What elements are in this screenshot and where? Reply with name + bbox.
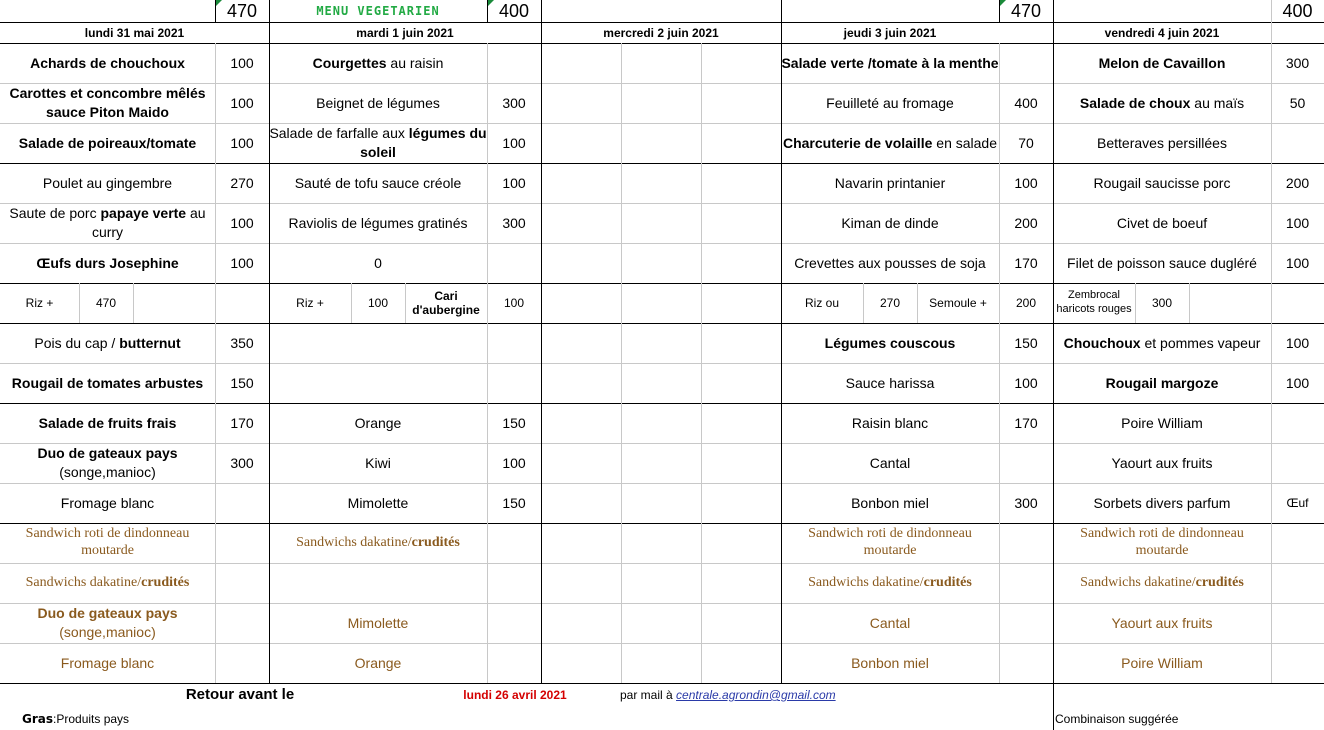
day-header-tue: mardi 1 juin 2021 xyxy=(356,25,454,40)
starch-tue-dish-qty: 100 xyxy=(503,295,525,310)
qty-tue-r10: 150 xyxy=(502,414,526,431)
dish-thu-r8: Légumes couscous xyxy=(824,334,956,351)
dish-mon-r9: Rougail de tomates arbustes xyxy=(11,374,204,391)
dish-fri-r4: Rougail saucisse porc xyxy=(1093,174,1231,191)
qty-thu-r8: 150 xyxy=(1014,334,1038,351)
starch-fri-label: Zembrocal haricots rouges xyxy=(1056,289,1132,315)
snack-thu-r16: Bonbon miel xyxy=(851,654,929,671)
header-count-tue: 400 xyxy=(498,0,530,21)
starch-mon-qty: 470 xyxy=(95,295,117,310)
dish-fri-r8-bold: Chouchoux xyxy=(1063,334,1141,351)
qty-fri-r10 xyxy=(1271,403,1324,443)
snack-mon-r13: Sandwich roti de dindonneau moutarde xyxy=(25,526,190,558)
dish-mon-r1: Achards de chouchoux xyxy=(30,54,185,71)
snack-mon-r14-a: Sandwichs dakatine/ xyxy=(25,574,142,590)
qty-tue-r4: 100 xyxy=(502,174,526,191)
qty-mon-r2: 100 xyxy=(230,94,254,111)
snack-tue-r16: Orange xyxy=(354,654,402,671)
snack-mon-r16: Fromage blanc xyxy=(60,654,155,671)
dish-mon-r5 xyxy=(0,203,215,243)
qty-tue-r11: 100 xyxy=(502,454,526,471)
dish-thu-r9: Sauce harissa xyxy=(845,374,935,391)
footer-mail xyxy=(620,684,860,706)
dish-mon-r8-a: Pois du cap / xyxy=(34,334,120,351)
qty-thu-r1 xyxy=(999,43,1053,83)
dish-tue-r3 xyxy=(269,123,487,163)
dessert-mon-r12: Fromage blanc xyxy=(60,494,155,511)
dish-thu-r5: Kiman de dinde xyxy=(841,214,939,231)
dish-fri-r9: Rougail margoze xyxy=(1105,374,1219,391)
dish-mon-r6: Œufs durs Josephine xyxy=(36,254,179,271)
dessert-thu-r11: Cantal xyxy=(869,454,911,471)
dessert-thu-r12: Bonbon miel xyxy=(851,494,929,511)
qty-thu-r9: 100 xyxy=(1014,374,1038,391)
qty-thu-r3: 70 xyxy=(1018,134,1034,151)
dish-thu-r6: Crevettes aux pousses de soja xyxy=(794,254,986,271)
qty-mon-r10: 170 xyxy=(230,414,254,431)
grid-line xyxy=(1189,283,1190,323)
dessert-mon-r10: Salade de fruits frais xyxy=(38,414,177,431)
snack-fri-r15: Yaourt aux fruits xyxy=(1111,614,1213,631)
qty-mon-r1: 100 xyxy=(230,54,254,71)
dessert-mon-r11 xyxy=(0,443,215,483)
starch-tue-label: Riz + xyxy=(296,295,324,310)
dish-tue-r5: Raviolis de légumes gratinés xyxy=(288,214,468,231)
dish-thu-r3-rest: en salade xyxy=(932,134,997,151)
qty-tue-r12: 150 xyxy=(502,494,526,511)
qty-fri-r11 xyxy=(1271,443,1324,483)
dish-mon-r8-bold: butternut xyxy=(119,334,181,351)
starch-fri-qty: 300 xyxy=(1151,295,1173,310)
dish-thu-r1: Salade verte /tomate à la menthe xyxy=(781,54,999,71)
dish-thu-r3 xyxy=(781,123,999,163)
footer-retour: Retour avant le xyxy=(185,685,295,703)
qty-tue-r3: 100 xyxy=(502,134,526,151)
dish-thu-r3-bold: Charcuterie de volaille xyxy=(782,134,933,151)
grid-line xyxy=(621,43,622,683)
dish-fri-r2-bold: Salade de choux xyxy=(1079,94,1191,111)
qty-mon-r3: 100 xyxy=(230,134,254,151)
starch-thu-label: Riz ou xyxy=(804,295,839,310)
dish-fri-r3: Betteraves persillées xyxy=(1097,134,1227,151)
dish-fri-r5: Civet de boeuf xyxy=(1116,214,1208,231)
dish-tue-r2: Beignet de légumes xyxy=(316,94,440,111)
qty-mon-r9: 150 xyxy=(230,374,254,391)
snack-thu-r14-bold: crudités xyxy=(923,574,972,590)
starch-tue-qty: 100 xyxy=(367,295,389,310)
dish-mon-r5-a: Saute de porc xyxy=(9,205,101,222)
dish-tue-r1 xyxy=(269,43,487,83)
dessert-tue-r10: Orange xyxy=(354,414,402,431)
qty-tue-r5: 300 xyxy=(502,214,526,231)
snack-fri-r16: Poire William xyxy=(1121,654,1203,671)
day-header-thu: jeudi 3 juin 2021 xyxy=(843,25,937,40)
qty-thu-r2: 400 xyxy=(1014,94,1038,111)
dessert-mon-r11-bold: Duo de gateaux pays xyxy=(37,445,178,462)
qty-fri-r6: 100 xyxy=(1285,254,1310,271)
snack-fri-r14-a: Sandwichs dakatine/ xyxy=(1080,574,1196,590)
snack-thu-r14 xyxy=(781,563,999,603)
qty-fri-r1: 300 xyxy=(1285,54,1310,71)
qty-thu-r11 xyxy=(999,443,1053,483)
qty-tue-r1 xyxy=(487,43,541,83)
qty-thu-r5: 200 xyxy=(1014,214,1038,231)
snack-tue-r13-bold: crudités xyxy=(411,534,460,550)
qty-fri-r4: 200 xyxy=(1285,174,1310,191)
header-count-mon: 470 xyxy=(226,0,258,21)
snack-fri-r14-bold: crudités xyxy=(1195,574,1244,590)
qty-tue-r2: 300 xyxy=(502,94,526,111)
snack-mon-r14 xyxy=(0,563,215,603)
dessert-mon-r11-rest: (songe,manioc) xyxy=(59,464,156,480)
snack-tue-r13 xyxy=(269,523,487,563)
starch-thu-qty2: 200 xyxy=(1015,295,1037,310)
snack-mon-r14-bold: crudités xyxy=(141,574,190,590)
starch-thu-qty: 270 xyxy=(879,295,901,310)
grid-line xyxy=(541,0,542,683)
qty-mon-r6: 100 xyxy=(230,254,254,271)
dessert-tue-r12: Mimolette xyxy=(347,494,409,511)
day-header-fri: vendredi 4 juin 2021 xyxy=(1104,25,1220,40)
qty-fri-r9: 100 xyxy=(1285,374,1310,391)
dish-thu-r4: Navarin printanier xyxy=(834,174,946,191)
qty-mon-r5: 100 xyxy=(230,214,254,231)
dish-thu-r2: Feuilleté au fromage xyxy=(826,94,954,111)
day-header-wed: mercredi 2 juin 2021 xyxy=(603,25,719,40)
qty-mon-r4: 270 xyxy=(230,174,254,191)
grid-line xyxy=(701,43,702,683)
dish-fri-r1: Melon de Cavaillon xyxy=(1098,54,1226,71)
footer-mail-prefix: par mail à xyxy=(620,687,673,702)
header-count-fri: 400 xyxy=(1282,0,1313,21)
qty-fri-r3 xyxy=(1271,123,1324,163)
grid-line xyxy=(133,283,134,323)
qty-thu-r4: 100 xyxy=(1014,174,1038,191)
snack-mon-r15-rest: (songe,manioc) xyxy=(59,624,156,640)
dish-fri-r2 xyxy=(1053,83,1271,123)
footer-combinaison: Combinaison suggérée xyxy=(1055,711,1179,726)
dessert-thu-r10: Raisin blanc xyxy=(851,414,929,431)
dish-mon-r8 xyxy=(0,323,215,363)
dessert-fri-r12: Sorbets divers parfum xyxy=(1093,494,1231,511)
qty-fri-r8: 100 xyxy=(1285,334,1310,351)
dish-tue-r6: 0 xyxy=(374,254,382,271)
starch-mon-label: Riz + xyxy=(25,295,54,310)
footer-gras-bold: Gras xyxy=(22,711,54,726)
day-header-mon: lundi 31 mai 2021 xyxy=(84,25,185,40)
dish-tue-r1-bold: Courgettes xyxy=(312,54,387,71)
snack-thu-r14-a: Sandwichs dakatine/ xyxy=(808,574,924,590)
dish-tue-r1-rest: au raisin xyxy=(386,54,444,71)
dish-fri-r2-rest: au maïs xyxy=(1190,94,1245,111)
footer-gras-note xyxy=(22,709,222,729)
dessert-fri-r10: Poire William xyxy=(1121,414,1203,431)
dish-fri-r8 xyxy=(1053,323,1271,363)
starch-thu-label2: Semoule + xyxy=(929,295,987,310)
dish-mon-r5-b: au curry xyxy=(91,205,206,240)
qty-mon-r12 xyxy=(215,483,269,523)
qty-fri-r12: Œuf xyxy=(1286,495,1309,510)
footer-gras-suffix: :Produits pays xyxy=(53,711,130,726)
menu-title: MENU VEGETARIEN xyxy=(316,3,440,18)
qty-mon-r8: 350 xyxy=(230,334,254,351)
dish-mon-r2: Carottes et concombre mêlés sauce Piton Maido xyxy=(9,85,206,120)
dish-mon-r4: Poulet au gingembre xyxy=(42,174,173,191)
email-link[interactable]: centrale.agrondin@gmail.com xyxy=(676,687,836,702)
footer-date: lundi 26 avril 2021 xyxy=(463,687,567,702)
qty-thu-r10: 170 xyxy=(1014,414,1038,431)
header-count-thu: 470 xyxy=(1010,0,1042,21)
dish-fri-r8-rest: et pommes vapeur xyxy=(1140,334,1261,351)
dish-mon-r5-bold: papaye verte xyxy=(100,205,187,222)
dessert-tue-r11: Kiwi xyxy=(365,454,391,471)
qty-thu-r12: 300 xyxy=(1014,494,1038,511)
qty-thu-r6: 170 xyxy=(1014,254,1038,271)
snack-fri-r13: Sandwich roti de dindonneau moutarde xyxy=(1080,526,1244,558)
dish-tue-r4: Sauté de tofu sauce créole xyxy=(294,174,462,191)
qty-fri-r5: 100 xyxy=(1285,214,1310,231)
qty-mon-r11: 300 xyxy=(230,454,254,471)
dish-mon-r3: Salade de poireaux/tomate xyxy=(18,134,197,151)
qty-fri-r2: 50 xyxy=(1289,94,1306,111)
snack-mon-r15-bold: Duo de gateaux pays xyxy=(37,605,178,622)
snack-tue-r13-a: Sandwichs dakatine/ xyxy=(296,534,412,550)
snack-thu-r15: Cantal xyxy=(869,614,911,631)
snack-thu-r13: Sandwich roti de dindonneau moutarde xyxy=(808,526,972,558)
snack-fri-r14 xyxy=(1053,563,1271,603)
snack-mon-r15 xyxy=(0,603,215,643)
dessert-fri-r11: Yaourt aux fruits xyxy=(1111,454,1213,471)
snack-tue-r15: Mimolette xyxy=(347,614,409,631)
starch-tue-dish: Cari d'aubergine xyxy=(412,288,480,317)
dish-tue-r3-bold: légumes du soleil xyxy=(360,125,487,160)
dish-fri-r6: Filet de poisson sauce dugléré xyxy=(1067,254,1257,271)
dish-tue-r3-rest: Salade de farfalle aux xyxy=(269,125,409,142)
